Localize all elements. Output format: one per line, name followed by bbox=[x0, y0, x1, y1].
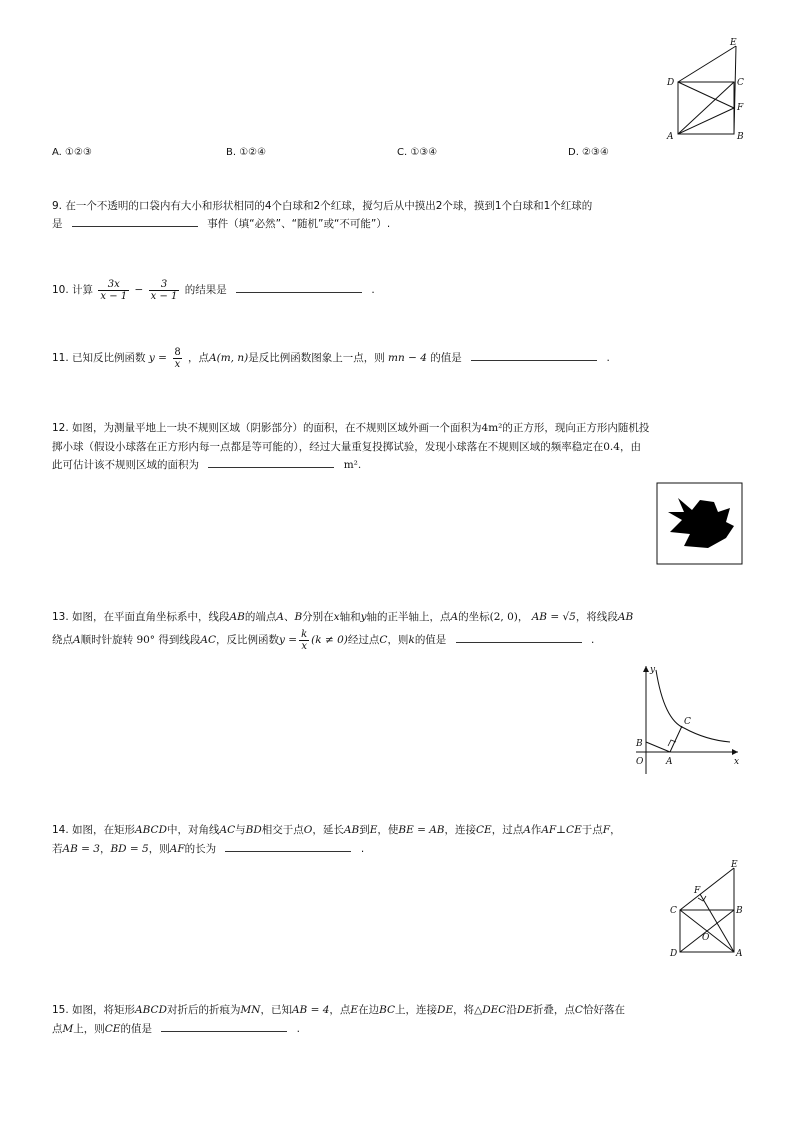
q10-post: 的结果是 bbox=[184, 284, 227, 296]
q12-line-3 bbox=[52, 457, 361, 473]
q10-pre: 计算 bbox=[72, 284, 94, 296]
q14-number: 14. bbox=[52, 824, 69, 836]
q10-line bbox=[52, 278, 375, 302]
q14-t2b: ，则 bbox=[148, 843, 170, 855]
q14-t1e: ，延长 bbox=[312, 824, 344, 836]
q14-cond-2: BD = 5 bbox=[110, 843, 149, 855]
q13-text-1b: 的端点 bbox=[244, 611, 277, 623]
q10-minus: − bbox=[134, 284, 144, 296]
q8-figure bbox=[662, 36, 752, 142]
q14-af: AF bbox=[169, 843, 185, 855]
q12-unit: m². bbox=[343, 459, 362, 471]
q14-bd: BD bbox=[245, 824, 262, 836]
q14-cond-1: AB = 3 bbox=[62, 843, 100, 855]
q15-e: E bbox=[350, 1004, 359, 1016]
q11-fraction: $\frac{8}{x}$ bbox=[174, 346, 181, 370]
q14-label-a: A bbox=[736, 949, 743, 959]
q13-degree: 90° bbox=[136, 634, 156, 646]
q13-b: B bbox=[294, 611, 303, 623]
q14-label-f: F bbox=[694, 886, 701, 896]
q13-y: y bbox=[360, 611, 367, 623]
q8-label-b: B bbox=[737, 132, 744, 142]
q14-t1h: ，连接 bbox=[444, 824, 477, 836]
q9-answer-blank[interactable] bbox=[72, 216, 198, 227]
q15-t1j: 恰好落在 bbox=[582, 1004, 625, 1016]
q14-label-c: C bbox=[670, 906, 677, 916]
q10-answer-blank[interactable] bbox=[236, 282, 362, 293]
q14-abcd: ABCD bbox=[135, 824, 167, 836]
q13-label-o: O bbox=[636, 757, 644, 767]
q14-t1f: 到 bbox=[359, 824, 370, 836]
q13-text-1a: 如图，在平面直角坐标系中，线段 bbox=[72, 611, 230, 623]
q13-label-b: B bbox=[636, 739, 643, 749]
q13-sep: 、 bbox=[283, 611, 295, 623]
q11-line bbox=[52, 346, 610, 370]
q15-t1g: ，将 bbox=[453, 1004, 475, 1016]
q11-y: y = bbox=[148, 352, 167, 364]
q14-label-e: E bbox=[731, 860, 738, 870]
q14-line-ce bbox=[680, 868, 734, 910]
q15-line-2 bbox=[52, 1021, 300, 1037]
q11-end: . bbox=[606, 352, 610, 364]
q15-t1a: 如图，将矩形 bbox=[72, 1004, 136, 1016]
q11-mid: ，点 bbox=[188, 352, 210, 364]
q13-hyperbola bbox=[656, 670, 730, 742]
q10-end: . bbox=[371, 284, 375, 296]
q12-area: 4m² bbox=[481, 422, 503, 434]
q9-line-2 bbox=[52, 216, 390, 232]
q8-option-c[interactable]: C. ①③④ bbox=[397, 147, 438, 158]
q12-answer-blank[interactable] bbox=[208, 457, 334, 468]
q14-f: F bbox=[602, 824, 611, 836]
q12-figure bbox=[656, 482, 744, 566]
q15-t1c: ，已知 bbox=[260, 1004, 292, 1016]
q13-text-1f: 的坐标 bbox=[458, 611, 490, 623]
q15-t2a: 点 bbox=[52, 1023, 63, 1035]
q14-label-b: B bbox=[736, 906, 743, 916]
q12-text-1b: 的正方形，现向正方形内随机投 bbox=[502, 422, 650, 434]
q15-ab-eq: AB = 4 bbox=[291, 1004, 330, 1016]
q13-y-arrow bbox=[643, 666, 649, 672]
q15-c: C bbox=[574, 1004, 583, 1016]
q13-text-2b: 顺时针旋转 bbox=[80, 634, 134, 646]
q8-label-f: F bbox=[737, 103, 744, 113]
q15-t1i: 折叠，点 bbox=[532, 1004, 575, 1016]
q13-end: . bbox=[591, 634, 595, 646]
q9-text-1: 在一个不透明的口袋内有大小和形状相同的4个白球和2个红球，搅匀后从中摸出2个球，摸到1个白球和1个红球的 bbox=[65, 200, 593, 212]
q13-a3: A bbox=[73, 634, 81, 646]
q13-line-1 bbox=[52, 609, 633, 625]
q8-line-af bbox=[678, 108, 734, 134]
q14-ac: AC bbox=[219, 824, 236, 836]
q11-pre: 已知反比例函数 bbox=[72, 352, 146, 364]
q14-t1g: ，使 bbox=[377, 824, 399, 836]
q14-t1k: 于点 bbox=[581, 824, 603, 836]
q13-label-c: C bbox=[684, 717, 691, 727]
q12-number: 12. bbox=[52, 422, 69, 434]
q13-text-1c: 分别在 bbox=[302, 611, 334, 623]
q12-text-2b: ，由 bbox=[619, 441, 641, 453]
q13-text-2f: ，则 bbox=[387, 634, 409, 646]
q15-t1d: ，点 bbox=[329, 1004, 351, 1016]
q15-line-1 bbox=[52, 1002, 625, 1018]
q15-de-2: DE bbox=[516, 1004, 533, 1016]
q13-segment-ac bbox=[670, 726, 682, 752]
q13-text-2c: 得到线段 bbox=[158, 634, 201, 646]
q15-ce: CE bbox=[104, 1023, 121, 1035]
q13-text-1g: ，将线段 bbox=[575, 611, 618, 623]
q15-triangle: △DEC bbox=[474, 1004, 507, 1016]
q14-t1b: 中，对角线 bbox=[167, 824, 220, 836]
q13-fraction: $\frac{k}{x}$ bbox=[301, 628, 308, 652]
q8-label-c: C bbox=[737, 78, 744, 88]
q11-point: A(m, n) bbox=[209, 352, 249, 364]
q9-text-2b: 事件（填“必然”、“随机”或“不可能”）. bbox=[207, 218, 391, 230]
q15-bc: BC bbox=[379, 1004, 396, 1016]
q15-t1f: 上，连接 bbox=[395, 1004, 438, 1016]
q14-label-d: D bbox=[670, 949, 678, 959]
q15-abcd: ABCD bbox=[135, 1004, 167, 1016]
q8-option-b[interactable]: B. ①②④ bbox=[226, 147, 267, 158]
q8-line-df bbox=[678, 82, 734, 108]
q10-fraction-1: $\frac{3x}{x - 1}$ bbox=[100, 278, 128, 302]
q12-line-1 bbox=[52, 420, 649, 436]
q14-ce: CE bbox=[476, 824, 492, 836]
q15-t2c: 的值是 bbox=[120, 1023, 152, 1035]
q13-a: A bbox=[276, 611, 284, 623]
q13-condition: (k ≠ 0) bbox=[311, 634, 348, 646]
q15-t1e: 在边 bbox=[358, 1004, 380, 1016]
q8-option-a[interactable]: A. ①②③ bbox=[52, 147, 92, 158]
q13-ac: AC bbox=[200, 634, 217, 646]
q14-line-1 bbox=[52, 822, 621, 838]
q15-end: . bbox=[296, 1023, 300, 1035]
q13-eq: AB = √5 bbox=[531, 611, 576, 623]
q14-t2c: 的长为 bbox=[184, 843, 217, 855]
q14-end: . bbox=[360, 843, 365, 855]
q14-be-eq: BE = AB bbox=[398, 824, 445, 836]
q13-label-y: y bbox=[650, 665, 656, 675]
q11-mid2: 是反比例函数图象上一点，则 bbox=[248, 352, 385, 364]
q11-number: 11. bbox=[52, 352, 69, 364]
q9-number: 9. bbox=[52, 200, 63, 212]
q15-t1h: 沿 bbox=[506, 1004, 517, 1016]
q10-number: 10. bbox=[52, 284, 69, 296]
q8-line-ac bbox=[678, 82, 734, 134]
q12-text-2: 掷小球（假设小球落在正方形内每一点都是等可能的），经过大量重复投掷试验，发现小球落在不规则区域的频率稳定在 bbox=[52, 441, 604, 453]
q13-text-1d: 轴和 bbox=[339, 611, 361, 623]
q15-answer-blank[interactable] bbox=[161, 1021, 287, 1032]
q13-line-2 bbox=[52, 628, 594, 652]
q15-m: M bbox=[62, 1023, 74, 1035]
q14-answer-blank[interactable] bbox=[225, 841, 351, 852]
q8-label-e: E bbox=[730, 38, 737, 48]
q13-label-x: x bbox=[734, 757, 740, 767]
q11-post: 的值是 bbox=[430, 352, 462, 364]
q14-line-af bbox=[700, 894, 734, 952]
q8-label-d: D bbox=[667, 78, 675, 88]
q13-text-1e: 轴的正半轴上，点 bbox=[366, 611, 451, 623]
q13-text-2d: ，反比例函数 bbox=[216, 634, 280, 646]
q13-ab: AB bbox=[229, 611, 245, 623]
q13-segment-ab bbox=[646, 742, 670, 752]
q14-figure bbox=[664, 860, 748, 960]
q9-line-1 bbox=[52, 198, 592, 214]
q13-c: C bbox=[379, 634, 388, 646]
q13-comma: ， bbox=[517, 611, 529, 623]
q14-t1c: 与 bbox=[235, 824, 246, 836]
q13-k: k bbox=[408, 634, 415, 646]
q13-answer-blank[interactable] bbox=[456, 632, 582, 643]
q12-text-1a: 如图，为测量平地上一块不规则区域（阴影部分）的面积，在不规则区域外画一个面积为 bbox=[72, 422, 482, 434]
q12-text-3a: 此可估计该不规则区域的面积为 bbox=[52, 459, 199, 471]
q13-yeq: y = bbox=[279, 634, 298, 646]
q12-line-2 bbox=[52, 439, 641, 455]
q15-number: 15. bbox=[52, 1004, 69, 1016]
q14-o: O bbox=[303, 824, 313, 836]
q14-a: A bbox=[523, 824, 531, 836]
q8-line-de bbox=[678, 46, 736, 82]
q15-t2b: 上，则 bbox=[73, 1023, 105, 1035]
q15-mn: MN bbox=[240, 1004, 261, 1016]
q11-expr: mn − 4 bbox=[388, 352, 427, 364]
q13-x: x bbox=[333, 611, 340, 623]
q14-t1l: ， bbox=[610, 824, 621, 836]
q13-figure bbox=[626, 660, 746, 778]
q13-label-a: A bbox=[666, 757, 673, 767]
q14-t1j: 作 bbox=[530, 824, 542, 836]
q14-t1d: 相交于点 bbox=[261, 824, 304, 836]
q13-text-2a: 绕点 bbox=[52, 634, 73, 646]
q9-text-2a: 是 bbox=[52, 218, 63, 230]
q13-ab2: AB bbox=[617, 611, 634, 623]
q15-de: DE bbox=[437, 1004, 454, 1016]
q11-answer-blank[interactable] bbox=[471, 350, 597, 361]
q14-label-o: O bbox=[702, 933, 710, 943]
q13-text-2e: 经过点 bbox=[347, 634, 380, 646]
q13-coord: (2, 0) bbox=[489, 611, 518, 623]
q8-option-d[interactable]: D. ②③④ bbox=[568, 147, 609, 158]
q15-t1b: 对折后的折痕为 bbox=[167, 1004, 241, 1016]
q14-line-2 bbox=[52, 841, 364, 857]
q13-a2: A bbox=[450, 611, 459, 623]
q8-label-a: A bbox=[667, 132, 674, 142]
q14-t1a: 如图，在矩形 bbox=[72, 824, 136, 836]
q14-t2a: 若 bbox=[52, 843, 63, 855]
q14-e: E bbox=[369, 824, 378, 836]
q13-number: 13. bbox=[52, 611, 69, 623]
q14-t1i: ，过点 bbox=[491, 824, 524, 836]
q10-fraction-2: $\frac{3}{x - 1}$ bbox=[150, 278, 178, 302]
q13-text-2g: 的值是 bbox=[414, 634, 447, 646]
q13-x-arrow bbox=[732, 749, 738, 755]
q14-sep: ， bbox=[99, 843, 111, 855]
q12-frequency: 0.4 bbox=[603, 441, 620, 453]
q14-perp: AF⊥CE bbox=[541, 824, 582, 836]
q14-ab: AB bbox=[343, 824, 360, 836]
